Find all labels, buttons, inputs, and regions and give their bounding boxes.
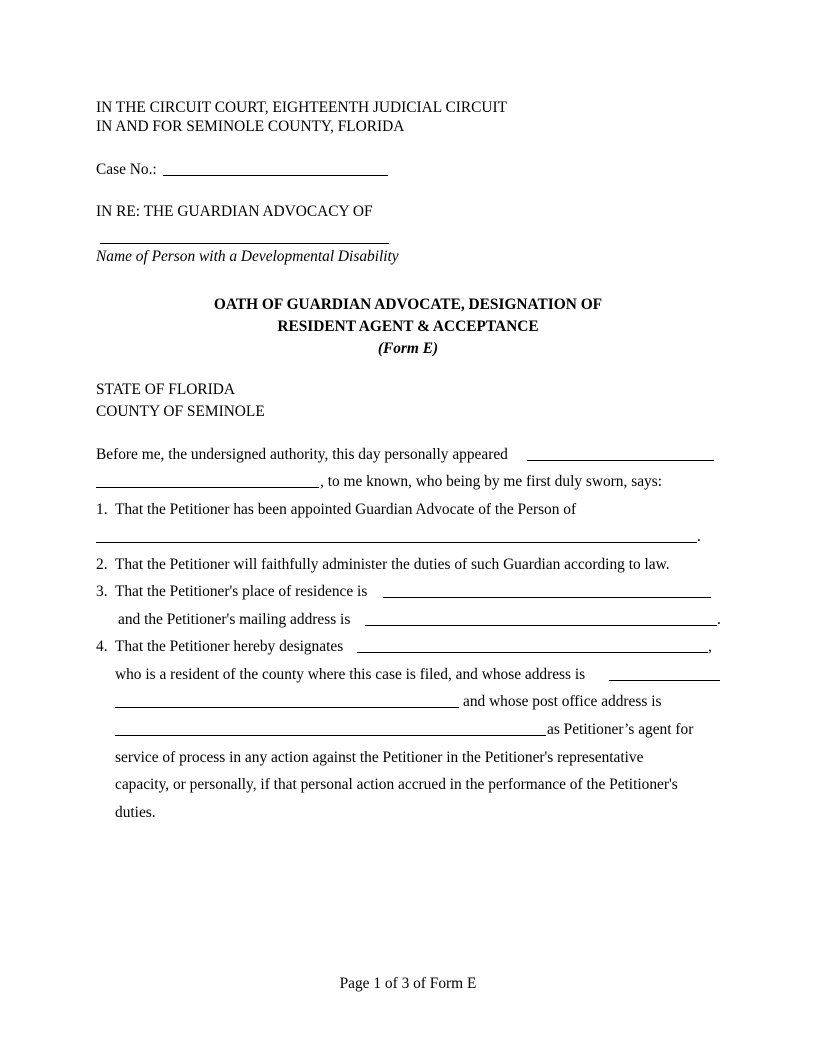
person-name-caption: Name of Person with a Developmental Disability [96, 248, 399, 265]
item4-residency-text: who is a resident of the county where this case is filed, and whose address is [115, 666, 586, 683]
item4-designates-text: 4. That the Petitioner hereby designates [96, 638, 344, 655]
mailing-address-blank[interactable] [365, 625, 717, 626]
affiant-name-blank-cont[interactable] [96, 487, 319, 488]
document-title-line2: RESIDENT AGENT & ACCEPTANCE [277, 318, 539, 335]
agent-po-address-blank[interactable] [115, 735, 546, 736]
court-heading-line1: IN THE CIRCUIT COURT, EIGHTEENTH JUDICIAL CIRCUIT [96, 99, 508, 116]
item3-end: . [717, 611, 721, 628]
in-re-heading: IN RE: THE GUARDIAN ADVOCACY OF [96, 203, 373, 220]
agent-address-blank[interactable] [609, 680, 720, 681]
item4-duties-text: duties. [115, 804, 156, 821]
item4-service-text: service of process in any action against the Petitioner in the Petitioner's representative [115, 749, 644, 766]
item4-agent-for-text: as Petitioner’s agent for [547, 721, 694, 738]
case-no-blank[interactable] [163, 175, 388, 176]
court-heading-line2: IN AND FOR SEMINOLE COUNTY, FLORIDA [96, 118, 405, 135]
agent-address-blank-cont[interactable] [115, 707, 459, 708]
ward-name-blank[interactable] [96, 542, 697, 543]
case-no-label: Case No.: [96, 161, 157, 178]
item4-po-text: and whose post office address is [463, 693, 662, 710]
venue-state: STATE OF FLORIDA [96, 381, 236, 398]
item4-comma: , [708, 638, 712, 655]
item1-end: . [697, 528, 701, 545]
item3-residence-text: 3. That the Petitioner's place of residence is [96, 583, 368, 600]
item4-capacity-text: capacity, or personally, if that personal action accrued in the performance of the Petitioner's [115, 776, 678, 793]
item2-text: 2. That the Petitioner will faithfully administer the duties of such Guardian according to law. [96, 556, 670, 573]
item1-text: 1. That the Petitioner has been appointed Guardian Advocate of the Person of [96, 501, 577, 518]
resident-agent-name-blank[interactable] [357, 652, 708, 653]
residence-address-blank[interactable] [383, 597, 711, 598]
venue-county: COUNTY OF SEMINOLE [96, 403, 265, 420]
form-label: (Form E) [377, 340, 439, 357]
intro-line1: Before me, the undersigned authority, this day personally appeared [96, 446, 508, 463]
item3-mailing-text: and the Petitioner's mailing address is [118, 611, 351, 628]
intro-line2: , to me known, who being by me first duly sworn, says: [320, 473, 662, 490]
person-name-blank[interactable] [100, 243, 389, 244]
affiant-name-blank[interactable] [527, 460, 714, 461]
page-number: Page 1 of 3 of Form E [339, 975, 477, 992]
document-title-line1: OATH OF GUARDIAN ADVOCATE, DESIGNATION OF [213, 296, 603, 313]
